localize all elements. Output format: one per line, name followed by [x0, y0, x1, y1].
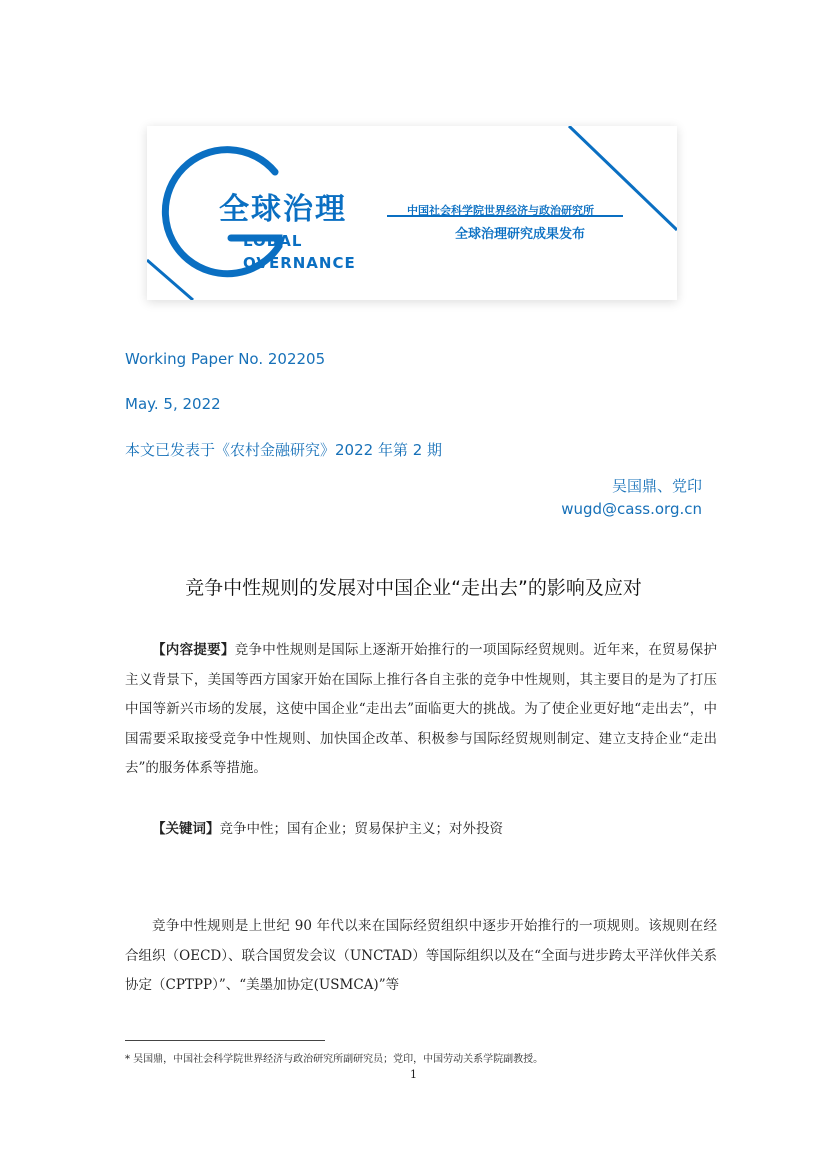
working-paper-number: Working Paper No. 202205: [125, 350, 326, 368]
footnote: * 吴国鼎，中国社会科学院世界经济与政治研究所副研究员；党印，中国劳动关系学院副教授。: [125, 1054, 544, 1065]
keywords-text: 竞争中性；国有企业；贸易保护主义；对外投资: [219, 821, 503, 837]
authors: 吴国鼎、党印: [611, 477, 702, 495]
abstract-text: 竞争中性规则是国际上逐渐开始推行的一项国际经贸规则。近年来，在贸易保护主义背景下，美国等西方国家开始在国际上推行各自主张的竞争中性规则，其主要目的是为了打压中国等新兴市场的发展，这使中国企业“走出去”面临更大的挑战。为了使企业更好地“走出去”，中国需要采取接受竞争中性规则、加快国企改革、积极参与国际经贸规则制定、建立支持企业“走出去”的服务体系等措施。: [125, 642, 718, 776]
logo-cn-text: 全球治理: [219, 192, 347, 227]
footnote-rule: [125, 1040, 325, 1041]
author-email: wugd@cass.org.cn: [561, 500, 702, 518]
published-in: 本文已发表于《农村金融研究》2022 年第 2 期: [125, 441, 443, 459]
paper-title: 竞争中性规则的发展对中国企业“走出去”的影响及应对: [185, 577, 642, 599]
keywords-paragraph: [125, 815, 717, 845]
logo-en-line2: OVERNANCE: [243, 254, 356, 272]
abstract-paragraph: [125, 636, 717, 784]
paper-date: May. 5, 2022: [125, 395, 221, 413]
keywords-label: 【关键词】: [152, 821, 220, 837]
page-number: 1: [410, 1068, 417, 1081]
body-paragraph: 竞争中性规则是上世纪 90 年代以来在国际经贸组织中逐步开始推行的一项规则。该规则在经合组织（OECD）、联合国贸发会议（UNCTAD）等国际组织以及在“全面与进步跨太平洋伙伴关系协定（CPTPP）”、“美墨加协定(USMCA)”等: [125, 918, 717, 993]
abstract-label: 【内容提要】: [152, 642, 235, 658]
header-banner: [147, 126, 677, 300]
publisher-line: 全球治理研究成果发布: [455, 227, 586, 242]
institute-name: 中国社会科学院世界经济与政治研究所: [407, 204, 594, 217]
logo-en-line1: LOBAL: [243, 232, 303, 250]
